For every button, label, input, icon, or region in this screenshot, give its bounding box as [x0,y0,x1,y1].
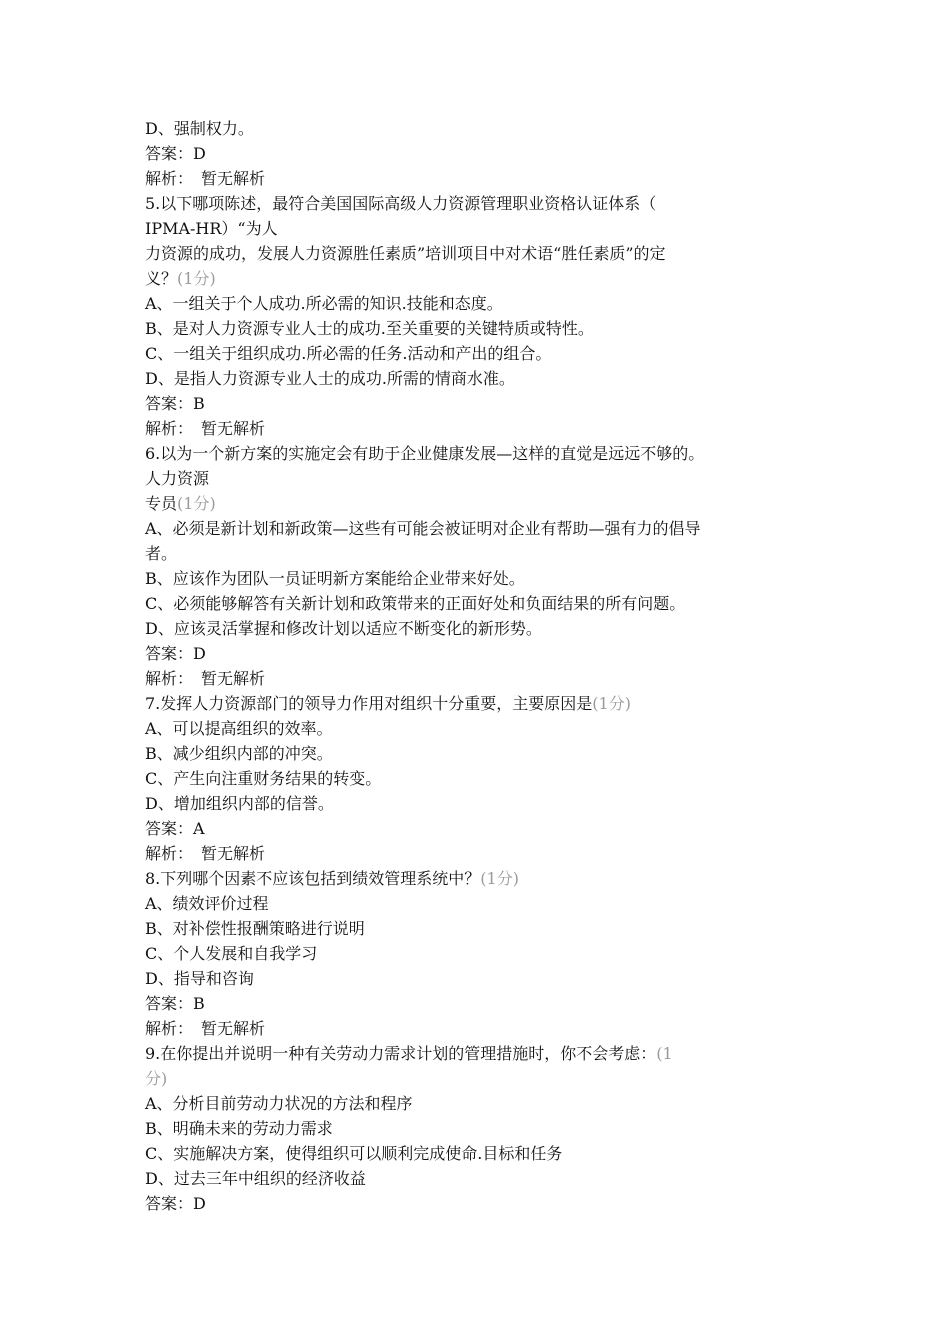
line-text: 答案：A [145,819,205,838]
text-line [145,316,815,341]
line-text: B、是对人力资源专业人士的成功.至关重要的关键特质或特性。 [145,319,594,338]
line-text: 解析： 暂无解析 [145,419,266,438]
line-text: C、一组关于组织成功.所必需的任务.活动和产出的组合。 [145,344,552,363]
line-text: 5.以下哪项陈述，最符合美国国际高级人力资源管理职业资格认证体系（ [145,194,657,213]
line-text: 答案：D [145,644,206,663]
text-line [145,591,815,616]
text-line [145,1166,815,1191]
text-line [145,1116,815,1141]
line-text: C、个人发展和自我学习 [145,944,318,963]
line-text: 答案：B [145,994,205,1013]
line-text: A、绩效评价过程 [145,894,269,913]
text-line [145,441,815,466]
score-label: 分) [145,1069,168,1088]
line-text: D、指导和咨询 [145,969,254,988]
line-text: 7.发挥人力资源部门的领导力作用对组织十分重要，主要原因是 [145,694,593,713]
text-line [145,766,815,791]
line-text: A、必须是新计划和新政策—这些有可能会被证明对企业有帮助—强有力的倡导 [145,519,701,538]
text-line [145,716,815,741]
line-text: 解析： 暂无解析 [145,669,266,688]
line-text: B、应该作为团队一员证明新方案能给企业带来好处。 [145,569,525,588]
text-line [145,741,815,766]
line-text: B、对补偿性报酬策略进行说明 [145,919,365,938]
line-text: 答案：B [145,394,205,413]
line-text: 答案：D [145,144,206,163]
line-text: 者。 [145,544,178,563]
line-text: 8.下列哪个因素不应该包括到绩效管理系统中？ [145,869,481,888]
text-line [145,866,815,891]
text-line [145,216,815,241]
line-text: B、明确未来的劳动力需求 [145,1119,333,1138]
line-text: D、过去三年中组织的经济收益 [145,1169,366,1188]
text-line [145,491,815,516]
text-line [145,541,815,566]
text-line [145,666,815,691]
text-line [145,841,815,866]
text-line [145,1141,815,1166]
line-text: D、是指人力资源专业人士的成功.所需的情商水准。 [145,369,515,388]
text-line [145,1191,815,1216]
text-line [145,791,815,816]
line-text: 力资源的成功，发展人力资源胜任素质”培训项目中对术语“胜任素质”的定 [145,244,666,263]
line-text: D、增加组织内部的信誉。 [145,794,334,813]
text-line [145,616,815,641]
line-text: 解析： 暂无解析 [145,1019,266,1038]
line-text: D、应该灵活掌握和修改计划以适应不断变化的新形势。 [145,619,542,638]
line-text: 解析： 暂无解析 [145,844,266,863]
text-line [145,291,815,316]
line-text: D、强制权力。 [145,119,254,138]
text-line [145,1066,815,1091]
line-text: 答案：D [145,1194,206,1213]
text-line [145,916,815,941]
line-text: 6.以为一个新方案的实施定会有助于企业健康发展—这样的直觉是远远不够的。 [145,444,705,463]
text-line [145,941,815,966]
line-text: 义？ [145,269,178,288]
line-text: A、可以提高组织的效率。 [145,719,333,738]
text-line [145,416,815,441]
line-text: C、必须能够解答有关新计划和政策带来的正面好处和负面结果的所有问题。 [145,594,686,613]
line-text: 人力资源 [145,469,210,488]
line-text: IPMA-HR）“为人 [145,219,278,238]
line-text: A、分析目前劳动力状况的方法和程序 [145,1094,413,1113]
text-line [145,166,815,191]
document-body [145,116,815,1216]
score-label: (1分) [177,269,216,288]
text-line [145,191,815,216]
text-line [145,566,815,591]
text-line [145,891,815,916]
line-text: 专员 [145,494,178,513]
text-line [145,116,815,141]
line-text: A、一组关于个人成功.所必需的知识.技能和态度。 [145,294,503,313]
line-text: 9.在你提出并说明一种有关劳动力需求计划的管理措施时，你不会考虑： [145,1044,657,1063]
score-label: (1 [656,1044,673,1063]
text-line [145,366,815,391]
text-line [145,466,815,491]
line-text: C、实施解决方案，使得组织可以顺利完成使命.目标和任务 [145,1144,563,1163]
text-line [145,266,815,291]
line-text: 解析： 暂无解析 [145,169,266,188]
text-line [145,966,815,991]
score-label: (1分) [177,494,216,513]
text-line [145,341,815,366]
line-text: B、减少组织内部的冲突。 [145,744,333,763]
text-line [145,516,815,541]
text-line [145,991,815,1016]
score-label: (1分) [592,694,631,713]
score-label: (1分) [480,869,519,888]
line-text: C、产生向注重财务结果的转变。 [145,769,382,788]
text-line [145,1091,815,1116]
text-line [145,816,815,841]
text-line [145,641,815,666]
text-line [145,141,815,166]
text-line [145,1016,815,1041]
text-line [145,241,815,266]
text-line [145,391,815,416]
text-line [145,691,815,716]
text-line [145,1041,815,1066]
